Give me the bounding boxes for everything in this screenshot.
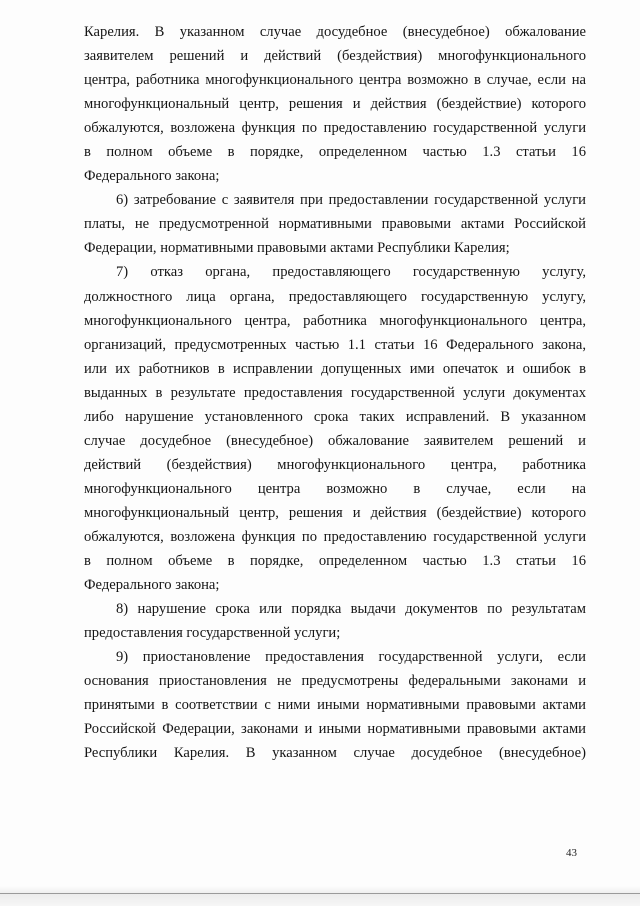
text-line: многофункциональный центр, решения и действия (бездействие) которого	[84, 96, 586, 113]
text-line: Республики Карелия. В указанном случае досудебное (внесудебное)	[84, 745, 586, 762]
text-line: либо нарушение установленного срока таких исправлений. В указанном	[84, 408, 586, 425]
text-line: выданных в результате предоставления государственной услуги документах	[84, 384, 586, 401]
text-line: обжалуются, возложена функция по предоставлению государственной услуги	[84, 528, 586, 545]
text-line: Федерального закона;	[84, 577, 220, 594]
body-text	[84, 20, 586, 765]
text-line: 7) отказ органа, предоставляющего государственную услугу,	[116, 264, 586, 281]
list-item-7	[84, 260, 586, 597]
text-line: предоставления государственной услуги;	[84, 625, 341, 642]
text-line: Российской Федерации, законами и иными нормативными правовыми актами	[84, 721, 586, 738]
text-line: 8) нарушение срока или порядка выдачи документов по результатам	[116, 601, 586, 618]
text-line: центра, работника многофункционального центра возможно в случае, если на	[84, 72, 586, 89]
text-line: принятыми в соответствии с ними иными нормативными правовыми актами	[84, 697, 586, 714]
text-line: действий (бездействия) многофункционального центра, работника	[84, 456, 586, 473]
text-line: Федерации, нормативными правовыми актами Республики Карелия;	[84, 240, 510, 257]
text-line: многофункционального центра, работника многофункционального центра,	[84, 312, 586, 329]
text-line: заявителем решений и действий (бездействия) многофункционального	[84, 48, 586, 65]
scan-edge-shadow	[0, 886, 640, 893]
text-line: многофункционального центра возможно в случае, если на	[84, 480, 586, 497]
text-line: должностного лица органа, предоставляющего государственную услугу,	[84, 288, 586, 305]
text-line: платы, не предусмотренной нормативными правовыми актами Российской	[84, 216, 586, 233]
text-line: основания приостановления не предусмотрены федеральными законами и	[84, 673, 586, 690]
scan-bottom-edge	[0, 893, 640, 906]
text-line: в полном объеме в порядке, определенном частью 1.3 статьи 16	[84, 144, 586, 161]
text-line: случае досудебное (внесудебное) обжалование заявителем решений и	[84, 432, 586, 449]
text-line: организаций, предусмотренных частью 1.1 статьи 16 Федерального закона,	[84, 336, 586, 353]
text-line: в полном объеме в порядке, определенном частью 1.3 статьи 16	[84, 553, 586, 570]
text-line: Карелия. В указанном случае досудебное (внесудебное) обжалование	[84, 24, 586, 40]
list-item-6	[84, 188, 586, 260]
text-line: обжалуются, возложена функция по предоставлению государственной услуги	[84, 120, 586, 137]
text-line: Федерального закона;	[84, 168, 220, 185]
text-line: 6) затребование с заявителя при предоставлении государственной услуги	[116, 192, 586, 209]
text-line: 9) приостановление предоставления государственной услуги, если	[116, 649, 586, 666]
text-line: или их работников в исправлении допущенных ими опечаток и ошибок в	[84, 360, 586, 377]
list-item-9	[84, 645, 586, 765]
list-item-8	[84, 597, 586, 645]
paragraph-continuation	[84, 20, 586, 188]
text-line: многофункциональный центр, решения и действия (бездействие) которого	[84, 504, 586, 521]
page-number: 43	[566, 847, 577, 859]
